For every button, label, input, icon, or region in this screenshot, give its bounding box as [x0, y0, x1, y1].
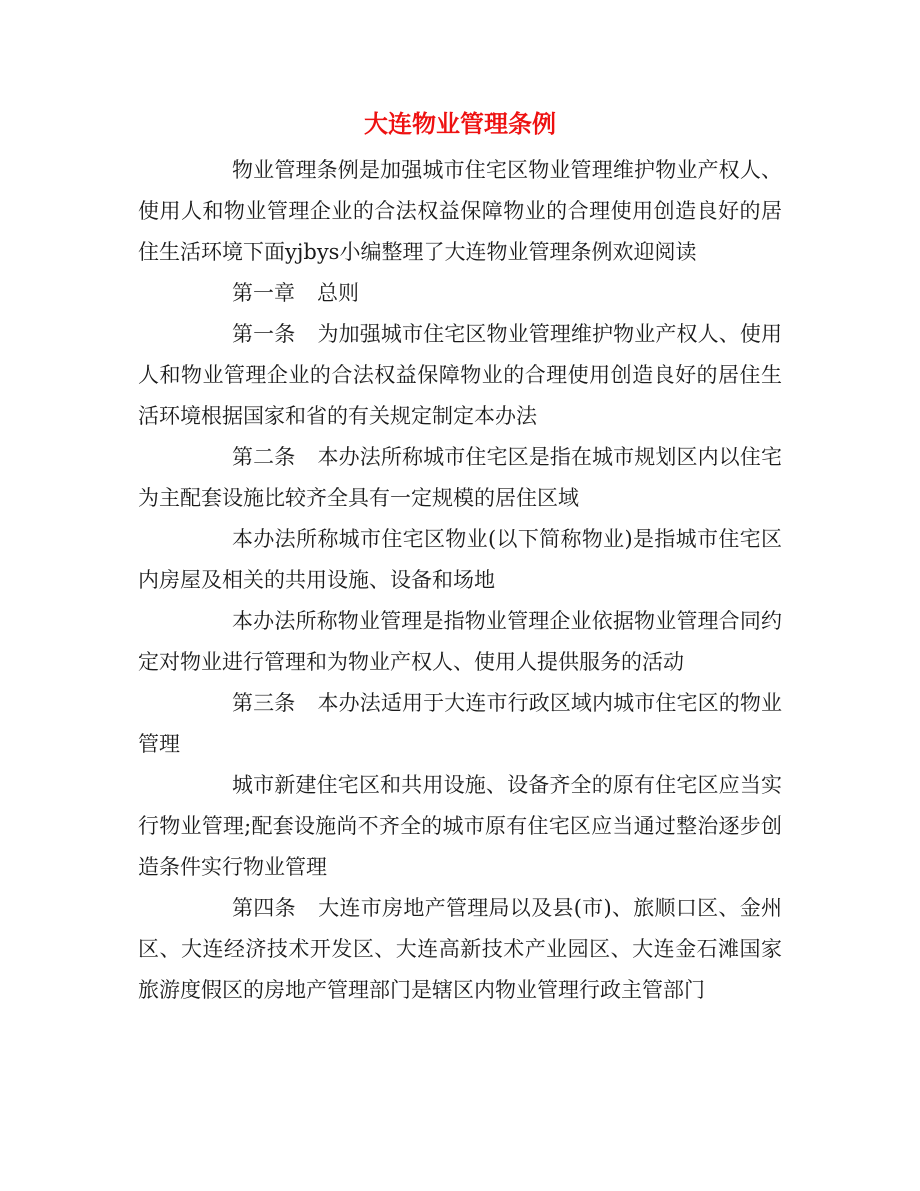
chapter-heading: [138, 273, 782, 314]
article-text: 本办法所称物业管理是指物业管理企业依据物业管理合同约定对物业进行管理和为物业产权人、使用人提供服务的活动: [138, 609, 782, 674]
article-1: [138, 314, 782, 437]
article-3-paragraph-2: [138, 765, 782, 888]
article-text: 本办法所称城市住宅区物业(以下简称物业)是指城市住宅区内房屋及相关的共用设施、设备和场地: [138, 527, 782, 592]
article-2: [138, 437, 782, 519]
article-number: 第三条: [232, 691, 296, 715]
article-text: 本办法所称城市住宅区是指在城市规划区内以住宅为主配套设施比较齐全具有一定规模的居住区域: [138, 445, 783, 510]
article-text: 本办法适用于大连市行政区域内城市住宅区的物业管理: [138, 691, 783, 756]
article-text: 大连市房地产管理局以及县(市)、旅顺口区、金州区、大连经济技术开发区、大连高新技术产业园区、大连金石滩国家旅游度假区的房地产管理部门是辖区内物业管理行政主管部门: [138, 896, 783, 1002]
chapter-title: 总则: [317, 281, 359, 305]
document-body: [138, 150, 782, 1011]
article-text: 为加强城市住宅区物业管理维护物业产权人、使用人和物业管理企业的合法权益保障物业的合理使用创造良好的居住生活环境根据国家和省的有关规定制定本办法: [138, 322, 783, 428]
article-number: 第四条: [232, 896, 296, 920]
article-3: [138, 683, 782, 765]
intro-paragraph: 物业管理条例是加强城市住宅区物业管理维护物业产权人、使用人和物业管理企业的合法权益保障物业的合理使用创造良好的居住生活环境下面yjbys小编整理了大连物业管理条例欢迎阅读: [138, 158, 782, 264]
article-2-paragraph-3: [138, 601, 782, 683]
chapter-number: 第一章: [232, 281, 295, 305]
document-title: 大连物业管理条例: [364, 109, 556, 138]
article-number: 第一条: [232, 322, 296, 346]
article-text: 城市新建住宅区和共用设施、设备齐全的原有住宅区应当实行物业管理;配套设施尚不齐全的城市原有住宅区应当通过整治逐步创造条件实行物业管理: [138, 773, 782, 879]
article-2-paragraph-2: [138, 519, 782, 601]
article-4: [138, 888, 782, 1011]
article-number: 第二条: [232, 445, 296, 469]
